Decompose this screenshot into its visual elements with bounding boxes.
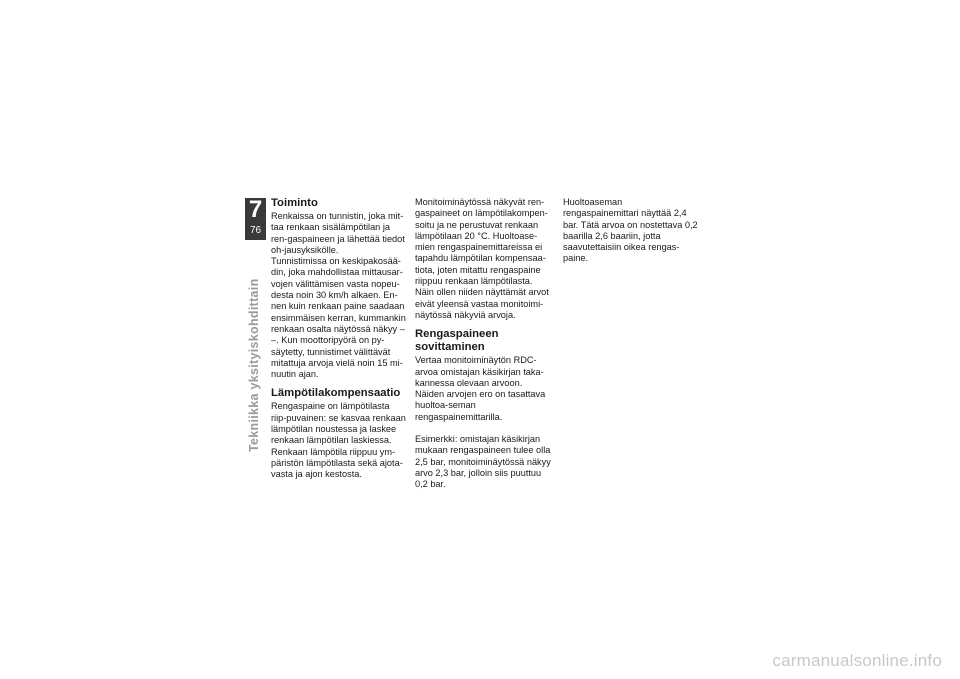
page-number: 76 [249, 225, 262, 236]
paragraph: Huoltoaseman rengaspainemittari näyttää 2,4 bar. Tätä arvoa on nostettava 0,2 baarilla 2,6 baariin, jotta saavutettaisiin oikea rengas-paine. [563, 197, 698, 264]
paragraph: Monitoiminäytössä näkyvät ren-gaspaineet on lämpötilakompen-soitu ja ne perustuvat renkaan lämpötilaan 20 °C. Huoltoase-mien rengaspainemittareissa ei tapahdu lämpötilan kompensaa-tiota, joten mitattu rengaspaine riippuu renkaan lämpötilasta. Näin ollen niiden näyttämät arvot eivät yleensä vastaa monitoimi-näytössä näkyviä arvoja. [415, 197, 549, 320]
heading-toiminto: Toiminto [271, 197, 318, 209]
heading-rengaspaineen-sovittaminen: Rengaspaineen sovittaminen [415, 328, 499, 354]
text-column-2 [415, 197, 551, 491]
text-column-3 [563, 197, 699, 265]
paragraph: Vertaa monitoiminäytön RDC-arvoa omistajan käsikirjan taka-kannessa olevaan arvoon. Näiden arvojen ero on tasattava huoltoa-seman rengaspainemittarilla. [415, 355, 546, 422]
paragraph: Esimerkki: omistajan käsikirjan mukaan rengaspaineen tulee olla 2,5 bar, monitoiminäytössä näkyy arvo 2,3 bar, jolloin siis puuttuu 0,2 bar. [415, 434, 551, 490]
chapter-number: 7 [248, 196, 263, 223]
paragraph: Renkaissa on tunnistin, joka mit-taa renkaan sisälämpötilan ja ren-gaspaineen ja lähettää tiedot oh-jausyksikölle. [271, 211, 405, 255]
heading-lampotilakompensaatio: Lämpötilakompensaatio [271, 387, 401, 400]
watermark-footer: carmanualsonline.info [772, 651, 942, 670]
paragraph: Rengaspaine on lämpötilasta riip-puvainen: se kasvaa renkaan lämpötilan noustessa ja laskee renkaan lämpötilan laskiessa. Renkaan lämpötila riippuu ym-päristön lämpötilasta sekä ajota-vasta ja ajon kestosta. [271, 401, 406, 480]
side-chapter-title: Tekniikka yksityiskohdittain [247, 278, 261, 452]
paragraph: Tunnistimissa on keskipakosää-din, joka mahdollistaa mittausar-vojen välittämisen vasta nopeu-desta noin 30 km/h alkaen. En-nen kuin renkaan paine saadaan ensimmäisen kerran, kummankin renkaan osalta näytössä näkyy – –. Kun moottoripyörä on py-säytetty, tunnistimet välittävät mitattuja arvoja vielä noin 15 mi-nuutin ajan. [271, 256, 406, 380]
chapter-tab [245, 198, 266, 240]
text-column-1 [271, 197, 407, 481]
